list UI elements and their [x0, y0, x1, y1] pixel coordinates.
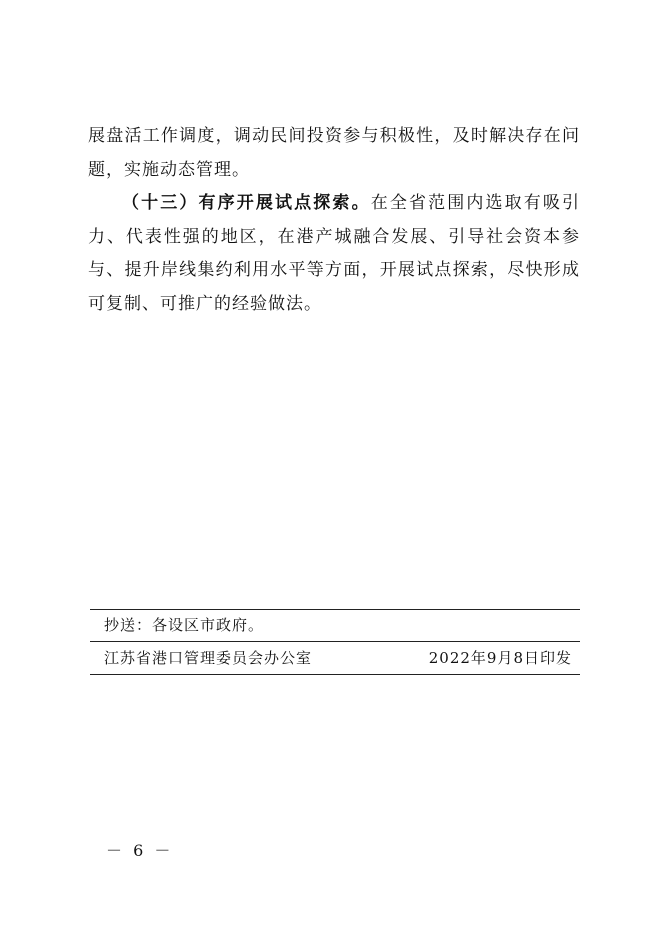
body-text	[88, 120, 580, 321]
cc-line: 抄送：各设区市政府。	[104, 616, 265, 634]
paragraph-section-13	[88, 187, 580, 321]
section-13-text: 在全省范围内选取有吸引力、代表性强的地区，在港产城融合发展、引导社会资本参与、提升岸线集约利用水平等方面，开展试点探索，尽快形成可复制、可推广的经验做法。	[88, 193, 581, 314]
paragraph-continuation: 展盘活工作调度，调动民间投资参与积极性，及时解决存在问题，实施动态管理。	[88, 126, 580, 180]
issuer-line	[90, 642, 580, 674]
section-heading-13: （十三）有序开展试点探索。	[122, 193, 371, 213]
issue-date: 2022年9月8日印发	[428, 649, 572, 667]
issuer-name: 江苏省港口管理委员会办公室	[104, 649, 313, 667]
colophon	[90, 609, 580, 675]
page-number: － 6 －	[106, 841, 174, 860]
colophon-bottom-rule	[90, 674, 580, 675]
